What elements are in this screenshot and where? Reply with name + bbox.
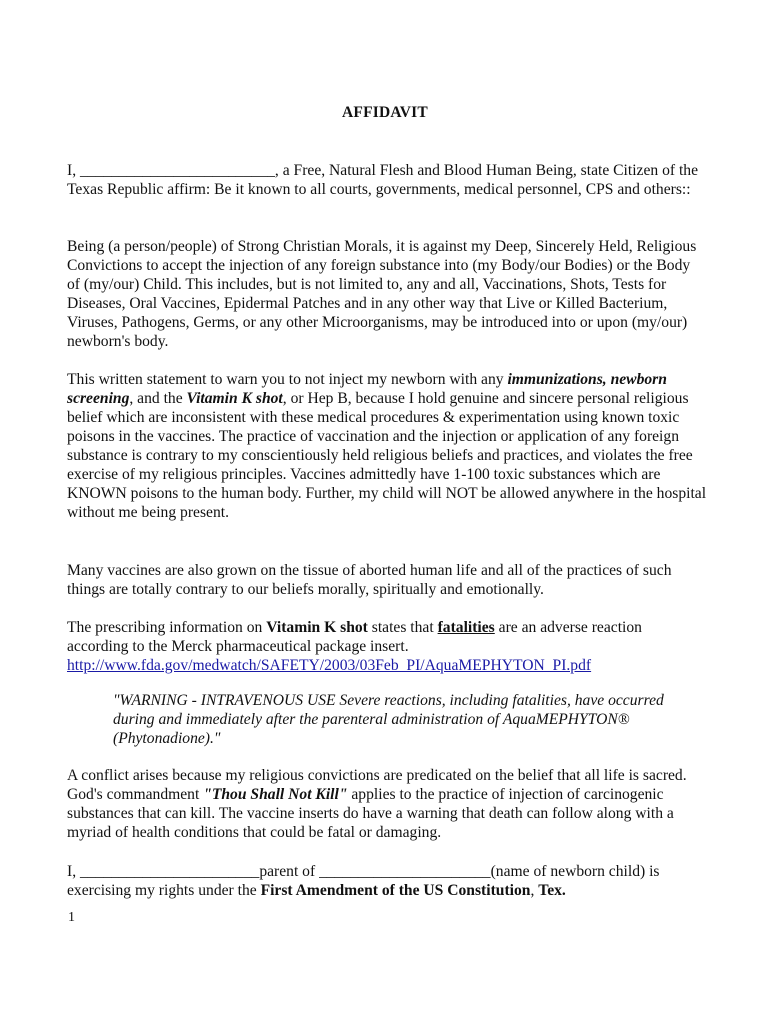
paragraph-religious-convictions: Being (a person/people) of Strong Christian Morals, it is against my Deep, Sincerely Held, Religious Convictions to accept the injection of any foreign substance into (my Body/our Bodies) or the Body of (my/our) Child. This includes, but is not limited to, any and all, Vaccinations, Shots, Tests for Diseases, Oral Vaccines, Epidermal Patches and in any other way that Live or Killed Bacterium, Viruses, Pathogens, Germs, or any other Microorganisms, may be introduced into or upon (my/our) newborn's body. xyxy=(67,238,697,350)
text-run: applies to the practice of injection of carcinogenic substances that can kill. The vaccine inserts do have a warning that death can follow along with a myriad of health conditions that could be fatal or damaging. xyxy=(67,786,674,841)
paragraph-prescribing-info xyxy=(67,618,707,675)
paragraph-conflict xyxy=(67,766,707,842)
page-number: 1 xyxy=(68,910,75,925)
text-run: states that xyxy=(367,619,438,636)
text-run: I, _______________________parent of ______________________(name of newborn child) is exercising my rights under the xyxy=(67,863,660,899)
text-run: A conflict arises because my religious convictions are predicated on the belief that all life is sacred. God's commandment xyxy=(67,767,687,803)
fda-link[interactable]: http://www.fda.gov/medwatch/SAFETY/2003/03Feb_PI/AquaMEPHYTON_PI.pdf xyxy=(67,657,592,674)
text-run: , xyxy=(530,882,539,899)
emphasis-commandment: "Thou Shall Not Kill" xyxy=(203,786,348,803)
emphasis-immunizations: immunizations, newborn screening xyxy=(67,371,667,407)
text-run: , or Hep B, because I hold genuine and sincere personal religious belief which are inconsistent with these medical procedures & experimentation using known toxic poisons in the vaccines. The practice of vaccination and the injection or application of any foreign substance is contrary to my conscientiously held religious beliefs and practices, and violates the free exercise of my religious principles. Vaccines admittedly have 1-100 toxic substances which are KNOWN poisons to the human body. Further, my child will NOT be allowed anywhere in the hospital without me being present. xyxy=(67,390,707,521)
warning-quote: "WARNING - INTRAVENOUS USE Severe reactions, including fatalities, have occurred during and immediately after the parenteral administration of AquaMEPHYTON® (Phytonadione)." xyxy=(113,692,664,747)
emphasis-tex: Tex. xyxy=(538,882,566,899)
paragraph-written-statement xyxy=(67,370,707,522)
emphasis-fatalities: fatalities xyxy=(437,619,495,636)
text-run: , and the xyxy=(129,390,187,407)
emphasis-vitamin-k: Vitamin K shot xyxy=(186,390,283,407)
text-run: The prescribing information on xyxy=(67,619,267,636)
text-run: This written statement to warn you to not inject my newborn with any xyxy=(67,371,508,388)
paragraph-aborted-tissue: Many vaccines are also grown on the tissue of aborted human life and all of the practices of such things are totally contrary to our beliefs morally, spiritually and emotionally. xyxy=(67,562,672,598)
paragraph-parent-rights xyxy=(67,862,707,900)
document-title: AFFIDAVIT xyxy=(342,104,428,121)
emphasis-vitamin-k-shot: Vitamin K shot xyxy=(266,619,368,636)
emphasis-first-amendment: First Amendment of the US Constitution xyxy=(260,882,531,899)
text-run: are an adverse reaction according to the Merck pharmaceutical package insert. xyxy=(67,619,642,655)
paragraph-affirmation: I, _________________________, a Free, Natural Flesh and Blood Human Being, state Citizen of the Texas Republic affirm: Be it known to all courts, governments, medical personnel, CPS and others:: xyxy=(67,162,699,198)
